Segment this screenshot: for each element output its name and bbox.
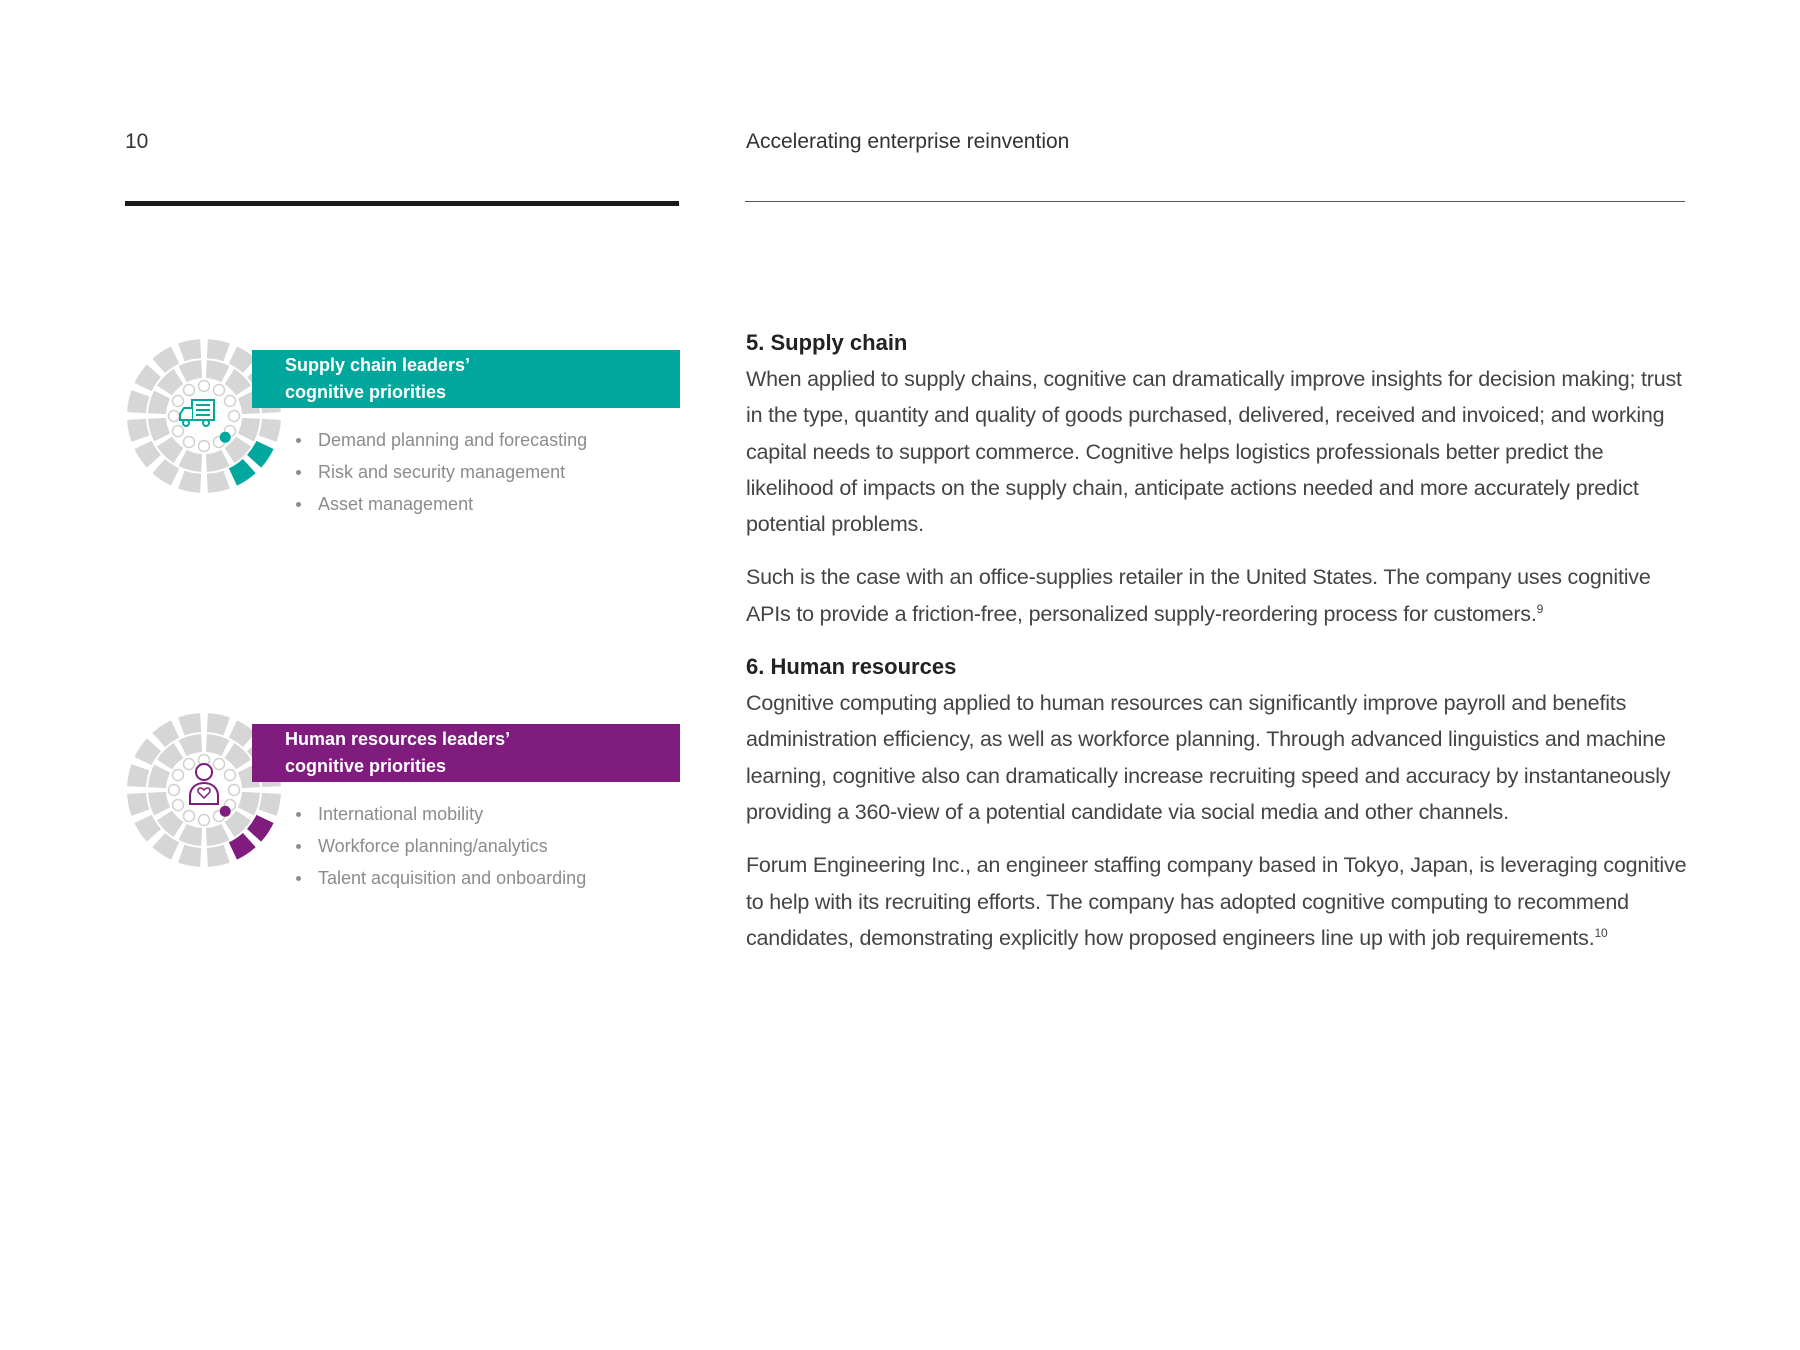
wheel-dot (224, 396, 235, 407)
list-item: Risk and security management (294, 456, 587, 488)
wheel-dot (229, 411, 240, 422)
wheel-dot (199, 381, 210, 392)
supply-chain-priorities-card (124, 336, 680, 536)
running-title: Accelerating enterprise reinvention (746, 130, 1070, 153)
wheel-dot (229, 785, 240, 796)
footnote-ref: 10 (1594, 925, 1608, 940)
priority-list (294, 798, 586, 894)
wheel-dot (184, 385, 195, 396)
wheel-dot-highlight (220, 432, 231, 443)
body-paragraph: Cognitive computing applied to human resources can significantly improve payroll and benefits administration efficiency, as well as workforce planning. Through advanced linguistics and machine learning, cognitive also can dramatically increase recruiting speed and accuracy by instantaneously providing a 360-view of a potential candidate via social media and other channels. (746, 691, 1671, 824)
wheel-dot-highlight (220, 806, 231, 817)
list-item: Talent acquisition and onboarding (294, 862, 586, 894)
wheel-dot (184, 810, 195, 821)
wheel-dot (173, 426, 184, 437)
page-number: 10 (125, 130, 149, 153)
list-item: Workforce planning/analytics (294, 830, 586, 862)
section-heading: 5. Supply chain (746, 330, 908, 355)
wheel-dot (199, 441, 210, 452)
wheel-dot (169, 785, 180, 796)
body-paragraph: When applied to supply chains, cognitive can dramatically improve insights for decision making; trust in the type, quantity and quality of goods purchased, delivered, received and invoiced; and working capital needs to support commerce. Cognitive helps logistics professionals better predict the likelihood of impacts on the supply chain, anticipate actions needed and more accurately predict potential problems. (746, 367, 1682, 537)
wheel-dot (184, 759, 195, 770)
right-header-rule (745, 201, 1685, 202)
left-header-rule (125, 201, 679, 206)
banner-title-line1: Human resources leaders’ (285, 729, 511, 749)
list-item: International mobility (294, 798, 586, 830)
wheel-dot (199, 815, 210, 826)
human-resources-banner (252, 724, 680, 782)
wheel-dot (173, 800, 184, 811)
wheel-dot (173, 396, 184, 407)
wheel-dot (169, 411, 180, 422)
supply-chain-banner (252, 350, 680, 408)
priority-list (294, 424, 587, 520)
section-heading: 6. Human resources (746, 654, 957, 680)
wheel-dot (173, 770, 184, 781)
human-resources-priorities-card (124, 710, 680, 910)
body-paragraph: Such is the case with an office-supplies retailer in the United States. The company uses cognitive APIs to provide a friction-free, personalized supply-reordering process for customers.$^9$ (746, 565, 1651, 626)
banner-title-line2: cognitive priorities (285, 382, 447, 402)
body-column (746, 325, 1691, 973)
wheel-dot (184, 436, 195, 447)
list-item: Demand planning and forecasting (294, 424, 587, 456)
list-item: Asset management (294, 488, 587, 520)
footnote-ref: 9 (1536, 601, 1544, 616)
banner-title-line2: cognitive priorities (285, 756, 447, 776)
wheel-dot (224, 770, 235, 781)
wheel-dot (214, 759, 225, 770)
banner-title-line1: Supply chain leaders’ (285, 355, 471, 375)
body-paragraph: Forum Engineering Inc., an engineer staffing company based in Tokyo, Japan, is leveraging cognitive to help with its recruiting efforts. The company has adopted cognitive computing to recommend candidates, demonstrating explicitly how proposed engineers line up with job requirements.$^{10}$ (746, 853, 1687, 950)
wheel-dot (214, 385, 225, 396)
